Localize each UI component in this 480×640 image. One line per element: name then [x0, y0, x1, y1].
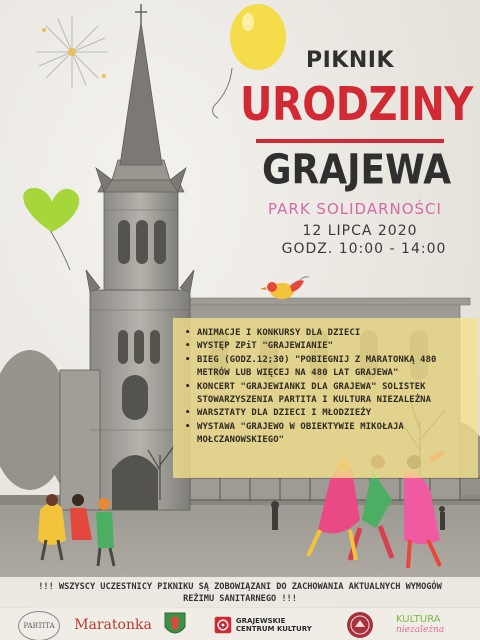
seal-logo-icon	[340, 611, 380, 639]
title-underline	[256, 139, 444, 143]
gck-logo-text: GRAJEWSKIE CENTRUM KULTURY	[235, 617, 312, 633]
event-item: • ANIMACJE I KONKURSY DLA DZIECI	[185, 327, 474, 340]
kultura-logo-text: KULTURA	[396, 614, 441, 625]
venue-text: PARK SOLIDARNOŚCI	[268, 200, 442, 218]
events-box	[173, 318, 478, 478]
fireworks-icon	[36, 16, 108, 88]
date-text: 12 LIPCA 2020	[302, 223, 418, 239]
event-item: • WARSZTATY DLA DZIECI I MŁODZIEŻY	[185, 407, 474, 420]
title-piknik: PIKNIK	[305, 48, 394, 73]
event-item: • WYSTAWA "GRAJEWO W OBIEKTYWIE MIKOŁAJA MOŁCZANOWSKIEGO"	[185, 421, 474, 448]
niezalezna-logo-text: niezależna	[396, 625, 445, 635]
partita-logo-text: PARTITA	[23, 622, 55, 630]
gck-emblem-icon	[214, 612, 232, 638]
event-item: • BIEG (GODZ.12;30) "POBIEGNIJ Z MARATONKĄ 480 METRÓW LUB WIĘCEJ NA 480 LAT GRAJEWA"	[185, 354, 474, 381]
title-urodziny: URODZINY	[240, 78, 473, 132]
event-item: • WYSTĘP ZPiT "GRAJEWIANIE"	[185, 340, 474, 353]
green-heart-balloon-icon	[23, 188, 79, 270]
notice-text: !!! WSZYSCY UCZESTNICY PIKNIKU SĄ ZOBOWIĄZANI DO ZACHOWANIA AKTUALNYCH WYMOGÓW REŻIMU SANITARNEGO !!!	[38, 582, 442, 604]
sponsor-logos-bar	[0, 608, 480, 640]
kultura-niezalezna-logo	[396, 611, 466, 639]
partita-logo	[18, 611, 60, 640]
sanitary-notice	[0, 577, 480, 607]
title-grajewa: GRAJEWA	[262, 146, 452, 195]
bird-icon	[260, 277, 309, 299]
gck-logo	[214, 611, 324, 639]
events-list	[173, 318, 478, 448]
grajewo-coat-of-arms-icon	[160, 611, 190, 639]
hours-text: GODZ. 10:00 - 14:00	[281, 241, 447, 257]
maratonka-logo	[72, 611, 154, 639]
event-item: • KONCERT "GRAJEWIANKI DLA GRAJEWA" SOLISTEK STOWARZYSZENIA PARTITA I KULTURA NIEZALEŻNA	[185, 381, 474, 408]
maratonka-logo-text: Maratonka	[74, 617, 152, 633]
